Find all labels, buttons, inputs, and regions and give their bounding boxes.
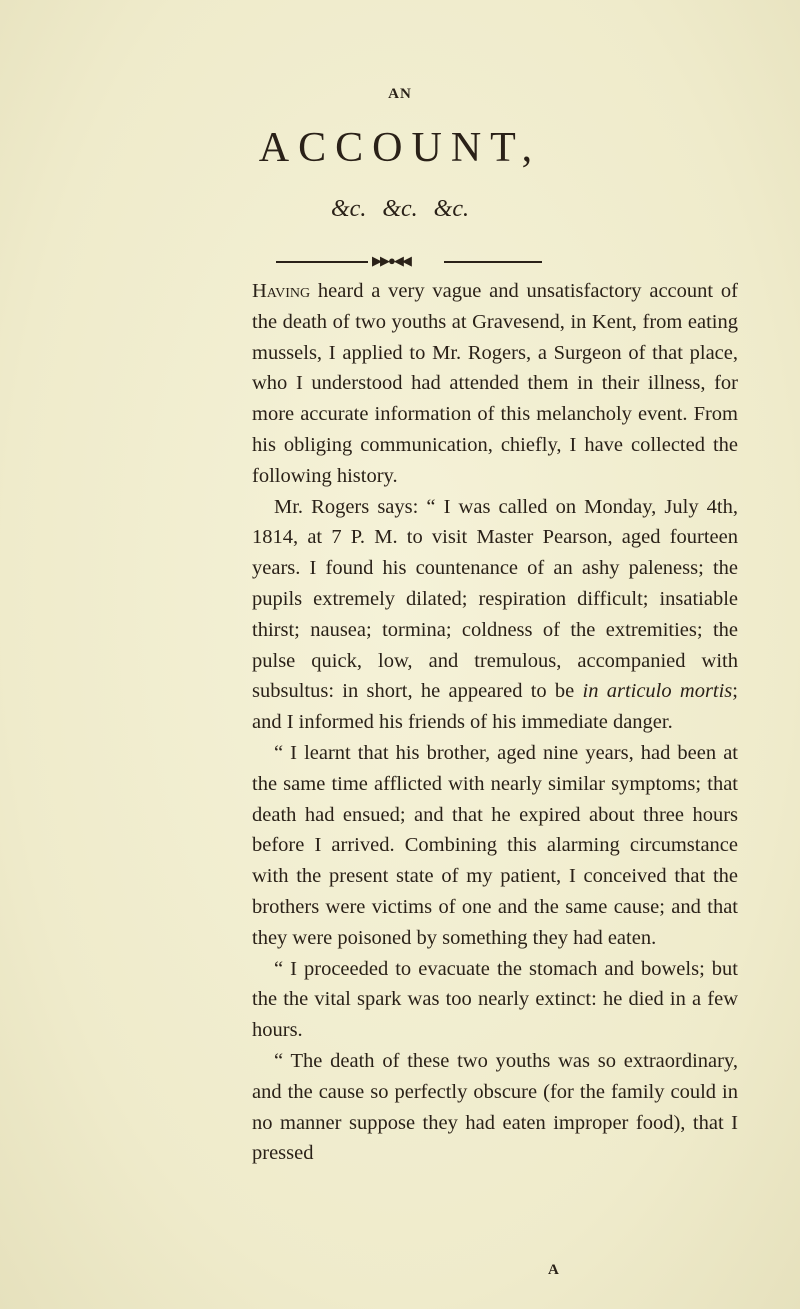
rule-line-left (276, 261, 368, 263)
lead-word: Having (252, 280, 311, 302)
paragraph-5: “ The death of these two youths was so extraordinary, and the cause so perfectly obscure (for the family could in no manner suppose they had eaten improper food), that I pressed (252, 1049, 738, 1165)
latin-phrase: in articulo mortis (582, 680, 733, 703)
title-etc: &c. &c. &c. (331, 196, 469, 222)
ornament-glyph: ▶▶●◀◀ (372, 253, 410, 268)
paragraph-1-text: heard a very vague and unsatisfactory account of the death of two youths at Gravesend, in Kent, from eating mussels, I applied to Mr. Rogers, a Surgeon of that place, who I understood had attended them in their illness, for more accurate information of this melancholy event. From his obliging communication, chiefly, I have collected the following history. (252, 280, 738, 487)
signature-mark: A (548, 1262, 559, 1278)
paragraph-1 (252, 276, 738, 492)
pre-title: AN (388, 86, 412, 102)
body-text (252, 276, 738, 1169)
paragraph-4: “ I proceeded to evacuate the stomach and bowels; but the the vital spark was too nearly extinct: he died in a few hours. (252, 957, 738, 1042)
paragraph-2 (252, 492, 738, 738)
paragraph-2-text-b: ; and I informed his friends of his immediate danger. (252, 680, 738, 734)
page-title: ACCOUNT, (258, 125, 542, 171)
paragraph-3: “ I learnt that his brother, aged nine years, had been at the same time afflicted with nearly similar symptoms; that death had ensued; and that he expired about three hours before I arrived. Combining this alarming circumstance with the present state of my patient, I conceived that the brothers were victims of one and the same cause; and that they were poisoned by something they had eaten. (252, 741, 738, 949)
paragraph-2-text-a: Mr. Rogers says: “ I was called on Monday, July 4th, 1814, at 7 P. M. to visit Master Pearson, aged fourteen years. I found his countenance of an ashy paleness; the pupils extremely dilated; respiration difficult; insatiable thirst; nausea; tormina; coldness of the extremities; the pulse quick, low, and tremulous, accompanied with subsultus: in short, he appeared to be (252, 495, 738, 703)
ornamental-rule (276, 253, 542, 268)
rule-line-right (444, 261, 542, 263)
